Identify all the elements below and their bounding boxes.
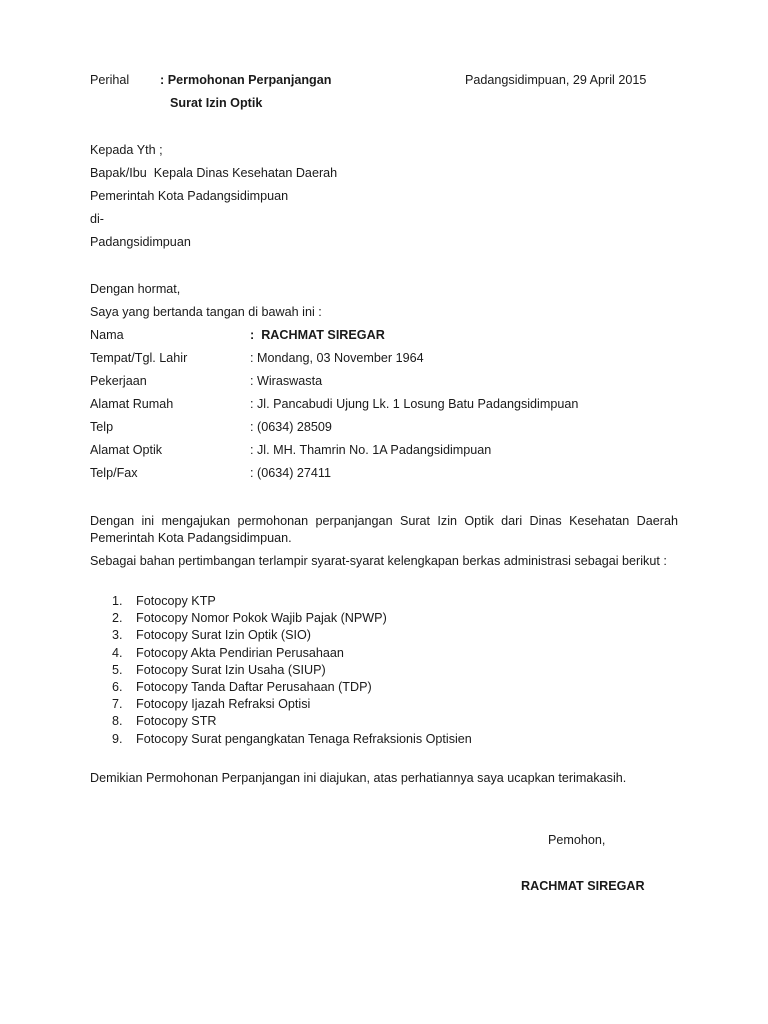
list-item-text: Fotocopy STR (136, 714, 217, 729)
list-item-number: 7. (112, 697, 123, 712)
identity-label: Telp/Fax (90, 466, 138, 480)
list-item-number: 4. (112, 645, 123, 660)
recipient-line-2: Bapak/Ibu Kepala Dinas Kesehatan Daerah (90, 166, 338, 180)
list-item-text: Fotocopy Nomor Pokok Wajib Pajak (NPWP) (136, 611, 387, 626)
perihal-value-line1: : Permohonan Perpanjangan (160, 73, 332, 87)
identity-value: : (0634) 27411 (250, 466, 331, 480)
list-item-number: 8. (112, 714, 123, 729)
greeting: Dengan hormat, (90, 282, 181, 296)
identity-value: : Mondang, 03 November 1964 (250, 351, 424, 365)
list-item-text: Fotocopy Surat Izin Optik (SIO) (136, 628, 311, 643)
perihal-value-line2: Surat Izin Optik (170, 96, 263, 110)
identity-value: : Jl. Pancabudi Ujung Lk. 1 Losung Batu Padangsidimpuan (250, 397, 579, 411)
place-date: Padangsidimpuan, 29 April 2015 (465, 73, 647, 87)
identity-label: Pekerjaan (90, 374, 147, 388)
list-item-text: Fotocopy Ijazah Refraksi Optisi (136, 697, 311, 712)
signer-label: Pemohon, (548, 833, 606, 847)
list-item-text: Fotocopy Akta Pendirian Perusahaan (136, 645, 344, 660)
identity-label: Tempat/Tgl. Lahir (90, 351, 188, 365)
list-item-text: Fotocopy KTP (136, 594, 216, 608)
list-item-number: 1. (112, 594, 123, 608)
attachment-intro-paragraph: Sebagai bahan pertimbangan terlampir syarat-syarat kelengkapan berkas administrasi sebagai berikut : (90, 554, 667, 568)
identity-label: Alamat Optik (90, 443, 163, 457)
recipient-line-3: Pemerintah Kota Padangsidimpuan (90, 189, 289, 203)
list-item-number: 5. (112, 662, 123, 677)
intro-sentence: Saya yang bertanda tangan di bawah ini : (90, 305, 322, 319)
request-paragraph: Dengan ini mengajukan permohonan perpanjangan Surat Izin Optik dari Dinas Kesehatan Daerah Pemerintah Kota Padangsidimpuan. (90, 514, 678, 545)
identity-label: Nama (90, 328, 124, 342)
signer-name: RACHMAT SIREGAR (521, 879, 645, 893)
identity-value: : (0634) 28509 (250, 420, 332, 434)
list-item-number: 6. (112, 679, 123, 694)
list-item-text: Fotocopy Tanda Daftar Perusahaan (TDP) (136, 679, 372, 694)
recipient-line-4: di- (90, 212, 104, 226)
identity-label: Alamat Rumah (90, 397, 174, 411)
identity-label: Telp (90, 420, 114, 434)
recipient-line-5: Padangsidimpuan (90, 235, 191, 249)
list-item-text: Fotocopy Surat Izin Usaha (SIUP) (136, 662, 326, 677)
list-item-number: 2. (112, 611, 123, 626)
perihal-label: Perihal (90, 73, 130, 87)
recipient-line-1: Kepada Yth ; (90, 143, 163, 157)
closing-paragraph: Demikian Permohonan Perpanjangan ini diajukan, atas perhatiannya saya ucapkan terimakasih. (90, 771, 627, 785)
identity-value: : Jl. MH. Thamrin No. 1A Padangsidimpuan (250, 443, 492, 457)
identity-value: : RACHMAT SIREGAR (250, 328, 385, 342)
list-item-number: 9. (112, 731, 123, 746)
list-item-text: Fotocopy Surat pengangkatan Tenaga Refraksionis Optisien (136, 731, 472, 746)
identity-value: : Wiraswasta (250, 374, 323, 388)
list-item-number: 3. (112, 628, 123, 643)
